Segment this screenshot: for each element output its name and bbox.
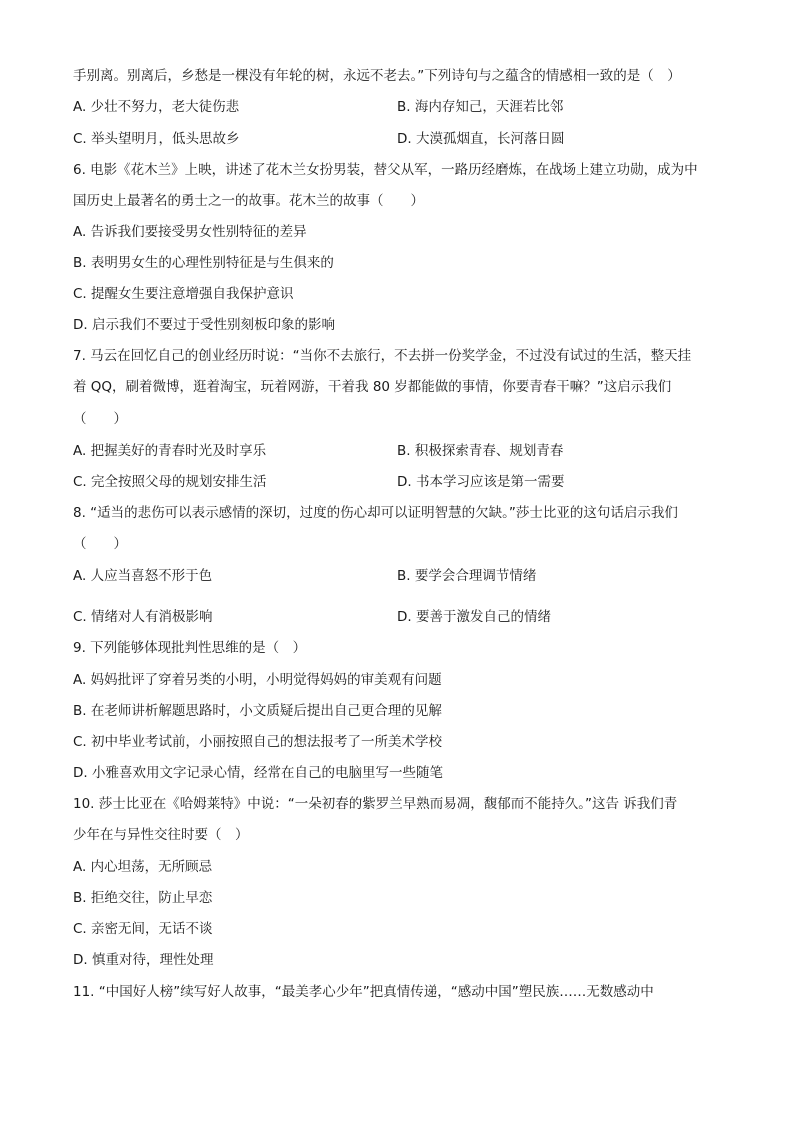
q8-stem-line2: （ ） xyxy=(73,536,127,552)
q9-option-a: A. 妈妈批评了穿着另类的小明，小明觉得妈妈的审美观有问题 xyxy=(73,672,442,688)
q10-stem-line2: 少年在与异性交往时要（ ） xyxy=(73,827,249,843)
q6-option-c: C. 提醒女生要注意增强自我保护意识 xyxy=(73,286,294,302)
q8-option-b: B. 要学会合理调节情绪 xyxy=(397,568,537,584)
q9-option-b: B. 在老师讲析解题思路时，小文质疑后提出自己更合理的见解 xyxy=(73,703,442,719)
q6-option-d: D. 启示我们不要过于受性别刻板印象的影响 xyxy=(73,317,335,333)
q7-option-b: B. 积极探索青春、规划青春 xyxy=(397,443,564,459)
q5-option-a: A. 少壮不努力，老大徒伤悲 xyxy=(73,99,240,115)
q6-option-b: B. 表明男女生的心理性别特征是与生俱来的 xyxy=(73,255,334,271)
q10-option-a: A. 内心坦荡，无所顾忌 xyxy=(73,859,213,875)
q11-stem-line1: 11. “中国好人榜”续写好人故事，“最美孝心少年”把真情传递，“感动中国”塑民族……无数感动中 xyxy=(73,984,654,1000)
q7-stem-line1: 7. 马云在回忆自己的创业经历时说：“当你不去旅行，不去拼一份奖学金，不过没有试过的生活，整天挂 xyxy=(73,348,692,364)
q7-option-d: D. 书本学习应该是第一需要 xyxy=(397,474,565,490)
q6-stem-line2: 国历史上最著名的勇士之一的故事。花木兰的故事（ ） xyxy=(73,193,424,209)
q9-stem: 9. 下列能够体现批判性思维的是（ ） xyxy=(73,640,307,656)
q10-option-b: B. 拒绝交往，防止早恋 xyxy=(73,890,213,906)
q6-stem-line1: 6. 电影《花木兰》上映，讲述了花木兰女扮男装，替父从军，一路历经磨炼，在战场上建立功勋，成为中 xyxy=(73,162,698,178)
q5-option-d: D. 大漠孤烟直，长河落日圆 xyxy=(397,131,565,147)
q5-option-c: C. 举头望明月，低头思故乡 xyxy=(73,131,240,147)
q8-stem-line1: 8. “适当的悲伤可以表示感情的深切，过度的伤心却可以证明智慧的欠缺。”莎士比亚的这句话启示我们 xyxy=(73,505,678,521)
q9-option-c: C. 初中毕业考试前，小丽按照自己的想法报考了一所美术学校 xyxy=(73,734,443,750)
q9-option-d: D. 小雅喜欢用文字记录心情，经常在自己的电脑里写一些随笔 xyxy=(73,765,443,781)
q10-option-d: D. 慎重对待，理性处理 xyxy=(73,952,214,968)
q5-option-b: B. 海内存知己，天涯若比邻 xyxy=(397,99,564,115)
q8-option-c: C. 情绪对人有消极影响 xyxy=(73,609,213,625)
q10-stem-line1: 10. 莎士比亚在《哈姆莱特》中说：“一朵初春的紫罗兰早熟而易凋，馥郁而不能持久。”这告 诉我们青 xyxy=(73,796,678,812)
q7-option-a: A. 把握美好的青春时光及时享乐 xyxy=(73,443,267,459)
q5-stem-continuation: 手别离。别离后，乡愁是一棵没有年轮的树，永远不老去。”下列诗句与之蕴含的情感相一致的是（ ） xyxy=(73,68,681,84)
q10-option-c: C. 亲密无间，无话不谈 xyxy=(73,921,213,937)
q7-stem-line3: （ ） xyxy=(73,411,127,427)
q7-option-c: C. 完全按照父母的规划安排生活 xyxy=(73,474,267,490)
q8-option-d: D. 要善于激发自己的情绪 xyxy=(397,609,551,625)
q6-option-a: A. 告诉我们要接受男女性别特征的差异 xyxy=(73,224,307,240)
q8-option-a: A. 人应当喜怒不形于色 xyxy=(73,568,213,584)
q7-stem-line2: 着 QQ，刷着微博，逛着淘宝，玩着网游，干着我 80 岁都能做的事情，你要青春干嘛？”这启示我们 xyxy=(73,379,672,395)
